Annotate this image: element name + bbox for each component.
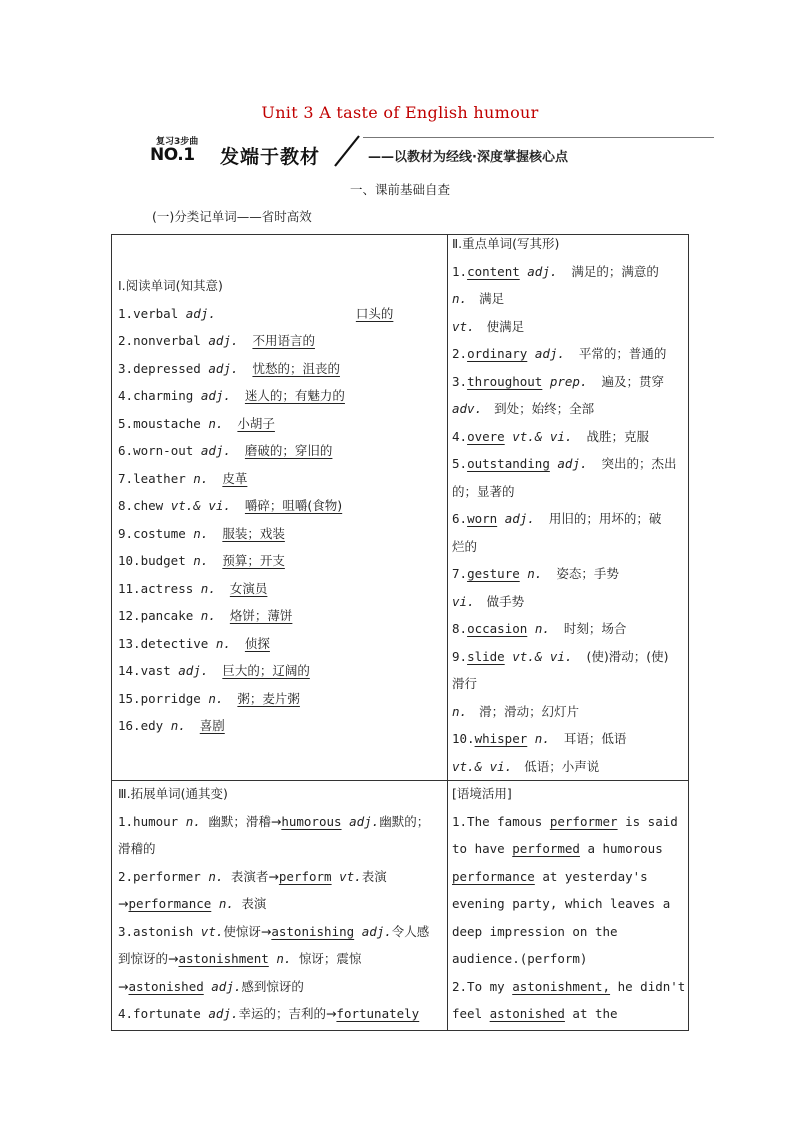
key-word-line: adv. 到处；始终；全部	[452, 401, 595, 416]
reading-word-item: 13.detective n. 侦探	[118, 635, 270, 651]
reading-word-item: 1.verbal adj. 口头的	[118, 305, 394, 321]
extended-line-4: →performance n. 表演	[118, 896, 267, 911]
slash-divider-icon	[331, 134, 363, 168]
key-word-line: n. 滑；滑动；幻灯片	[452, 703, 580, 719]
key-word-line: vt.& vi. 低语；小声说	[452, 758, 600, 774]
banner-subtitle: ——以教材为经线·深度掌握核心点	[368, 150, 568, 165]
extended-line-3: 2.performer n. 表演者→perform vt.表演	[118, 868, 387, 884]
key-word-line: 7.gesture n. 姿态；手势	[452, 566, 619, 581]
reading-word-item: 10.budget n. 预算；开支	[118, 553, 285, 568]
reading-words-cell	[118, 272, 443, 740]
context-usage-header: [语境活用]	[452, 786, 512, 801]
key-word-line: vi. 做手势	[452, 593, 525, 609]
key-word-line: 滑行	[452, 676, 478, 691]
key-word-line: 5.outstanding adj. 突出的；杰出	[452, 456, 677, 471]
table-vertical-divider	[447, 235, 448, 1030]
key-words-cell	[452, 230, 686, 780]
reading-word-item: 12.pancake n. 烙饼；薄饼	[118, 608, 293, 623]
reading-words-list	[118, 300, 443, 740]
extended-line-8: 4.fortunate adj.幸运的；吉利的→fortunately	[118, 1006, 420, 1021]
key-word-line: 4.overe vt.& vi. 战胜；克服	[452, 428, 649, 444]
key-words-list	[452, 258, 686, 781]
context-line-3: performance at yesterday's	[452, 868, 648, 884]
banner-step: 复习3步曲	[156, 137, 199, 147]
reading-word-item: 5.moustache n. 小胡子	[118, 415, 275, 431]
reading-word-item: 6.worn-out adj. 磨破的；穿旧的	[118, 443, 333, 458]
key-word-line: 8.occasion n. 时刻；场合	[452, 621, 627, 636]
banner-main-title: 发端于教材	[220, 146, 321, 168]
key-word-line: 的；显著的	[452, 483, 515, 499]
context-line-5: deep impression on the	[452, 923, 618, 939]
banner-rule	[363, 137, 714, 138]
banner-number: NO.1	[150, 145, 195, 165]
extended-line-1: 1.humour n. 幽默；滑稽→humorous adj.幽默的；	[118, 813, 430, 829]
key-word-line: 10.whisper n. 耳语；低语	[452, 731, 627, 746]
sub-heading: (一)分类记单词——省时高效	[152, 209, 312, 224]
reading-word-item: 14.vast adj. 巨大的；辽阔的	[118, 663, 310, 678]
extended-line-6: 到惊讶的→astonishment n. 惊讶；震惊	[118, 951, 362, 966]
section-banner	[148, 134, 714, 168]
key-word-line: 2.ordinary adj. 平常的；普通的	[452, 346, 667, 361]
reading-word-item: 9.costume n. 服装；戏装	[118, 525, 285, 541]
reading-word-item: 4.charming adj. 迷人的；有魅力的	[118, 388, 345, 403]
context-line-4: evening party, which leaves a	[452, 896, 671, 911]
extended-line-7: →astonished adj.感到惊讶的	[118, 978, 304, 994]
reading-word-item: 7.leather n. 皮革	[118, 470, 248, 486]
section-heading: 一、课前基础自查	[349, 182, 450, 197]
reading-word-item: 15.porridge n. 粥；麦片粥	[118, 690, 300, 706]
extended-words-header: Ⅲ.拓展单词(通其变)	[118, 786, 228, 801]
key-word-line: 烂的	[452, 538, 478, 554]
context-line-2: to have performed a humorous	[452, 841, 663, 856]
reading-word-item: 3.depressed adj. 忧愁的；沮丧的	[118, 360, 340, 376]
key-word-line: 3.throughout prep. 遍及；贯穿	[452, 373, 665, 389]
reading-word-item: 16.edy n. 喜剧	[118, 718, 225, 733]
key-word-line: 6.worn adj. 用旧的；用坏的；破	[452, 511, 662, 526]
key-words-header: Ⅱ.重点单词(写其形)	[452, 236, 560, 251]
context-line-6: audience.(perform)	[452, 951, 588, 966]
extended-line-2: 滑稽的	[118, 841, 156, 856]
reading-word-item: 8.chew vt.& vi. 嚼碎；咀嚼(食物)	[118, 498, 343, 513]
extended-line-5: 3.astonish vt.使惊讶→astonishing adj.令人感	[118, 923, 430, 939]
context-line-8: feel astonished at the	[452, 1006, 618, 1021]
key-word-line: 1.content adj. 满足的；满意的	[452, 263, 659, 279]
key-word-line: vt. 使满足	[452, 318, 525, 334]
reading-words-header: Ⅰ.阅读单词(知其意)	[118, 278, 223, 293]
context-line-1: 1.The famous performer is said	[452, 813, 678, 829]
extended-words-cell	[118, 780, 443, 1028]
reading-word-item: 11.actress n. 女演员	[118, 580, 268, 596]
page-title: Unit 3 A taste of English humour	[261, 103, 539, 122]
vocabulary-table	[111, 234, 689, 1031]
context-line-7: 2.To my astonishment, he didn't	[452, 978, 686, 994]
reading-word-item: 2.nonverbal adj. 不用语言的	[118, 333, 315, 348]
context-usage-cell	[452, 780, 686, 1028]
key-word-line: 9.slide vt.& vi. (使)滑动；(使)	[452, 648, 669, 664]
key-word-line: n. 满足	[452, 291, 505, 306]
